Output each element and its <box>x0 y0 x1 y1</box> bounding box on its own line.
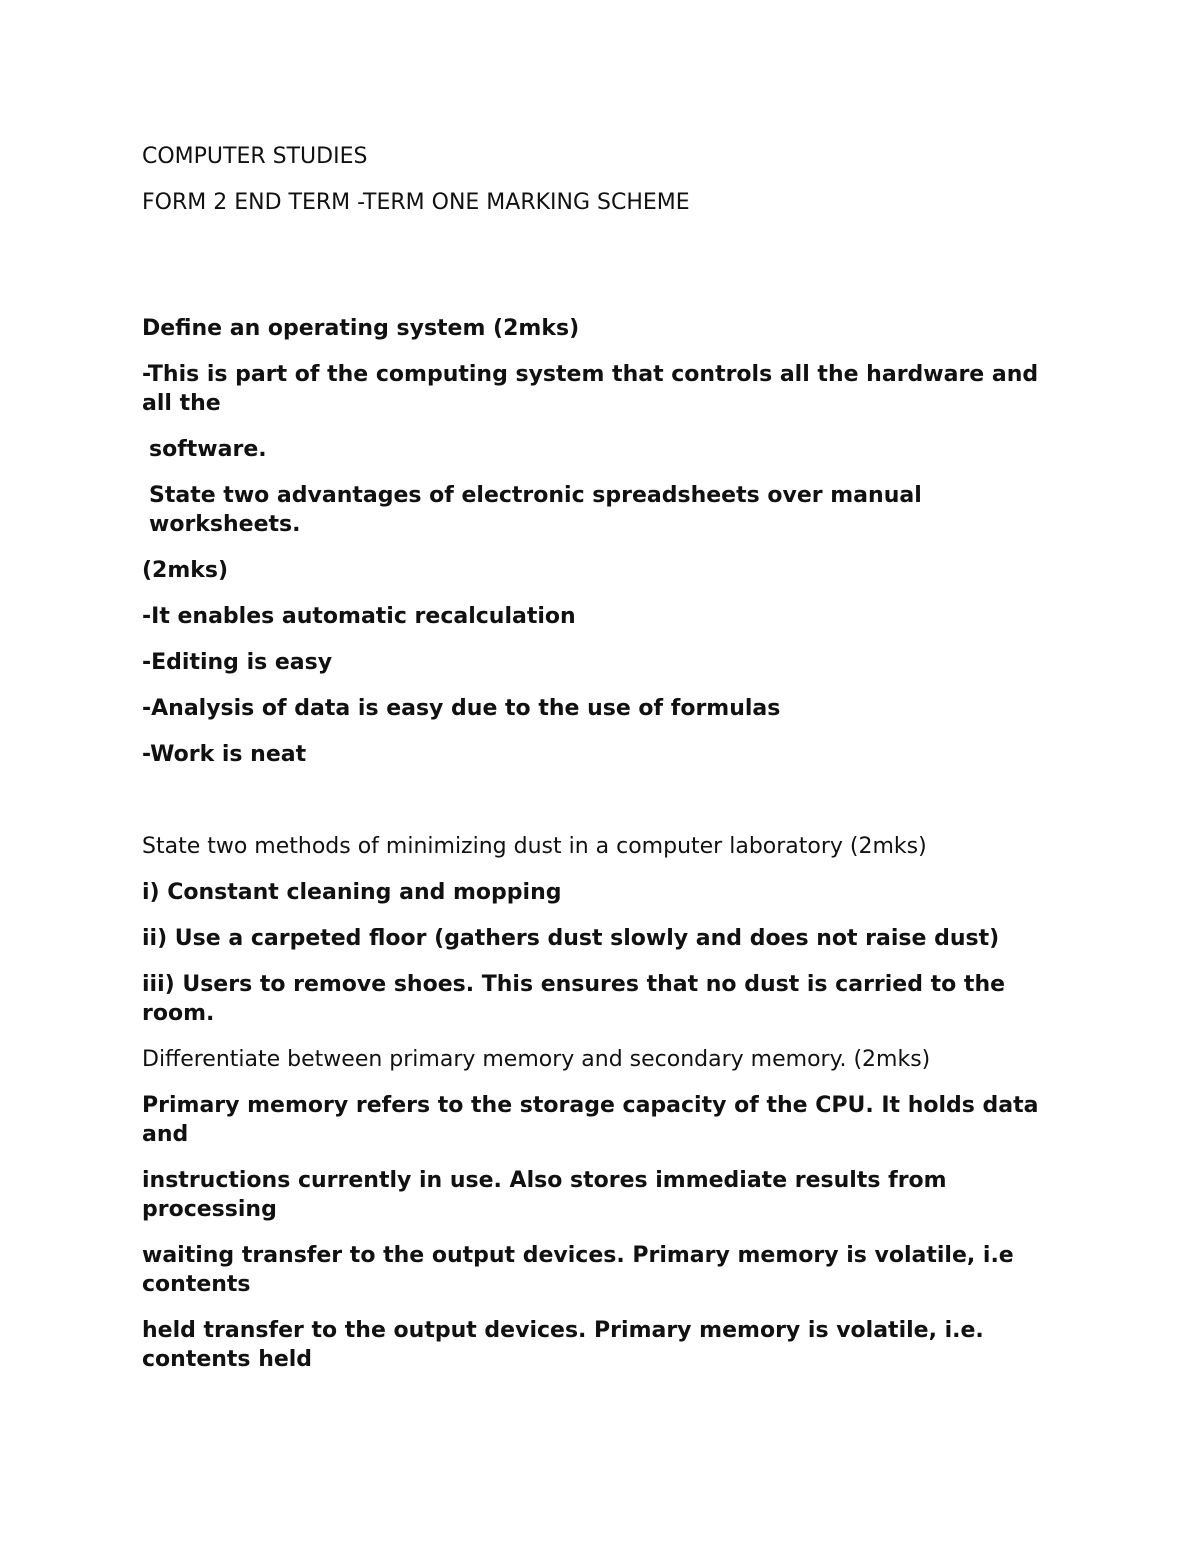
answer-3-item: iii) Users to remove shoes. This ensures that no dust is carried to the room. <box>142 972 1006 1026</box>
question-1: Define an operating system (2mks) <box>142 316 580 341</box>
answer-3-item: ii) Use a carpeted floor (gathers dust slowly and does not raise dust) <box>142 926 1000 951</box>
question-2-part-1: State two advantages of electronic spreadsheets over manual worksheets. <box>149 483 922 537</box>
question-3: State two methods of minimizing dust in a computer laboratory (2mks) <box>142 834 927 859</box>
answer-2-item: -Analysis of data is easy due to the use of formulas <box>142 696 781 721</box>
answer-3-item: i) Constant cleaning and mopping <box>142 880 562 905</box>
answer-1-part-2: software. <box>149 437 267 462</box>
answer-2-item: -It enables automatic recalculation <box>142 604 576 629</box>
document-subtitle: FORM 2 END TERM -TERM ONE MARKING SCHEME <box>142 190 690 215</box>
answer-2-item: -Work is neat <box>142 742 307 767</box>
document-body <box>142 142 1067 1391</box>
answer-2-item: -Editing is easy <box>142 650 333 675</box>
document-subject-title: COMPUTER STUDIES <box>142 144 368 169</box>
answer-4-line: instructions currently in use. Also stores immediate results from processing <box>142 1168 947 1222</box>
question-2-part-2: (2mks) <box>142 558 229 583</box>
answer-4-line: Primary memory refers to the storage capacity of the CPU. It holds data and <box>142 1093 1039 1147</box>
question-4: Differentiate between primary memory and secondary memory. (2mks) <box>142 1047 931 1072</box>
spacer <box>142 234 1067 314</box>
answer-4-line: waiting transfer to the output devices. Primary memory is volatile, i.e contents <box>142 1243 1014 1297</box>
spacer <box>142 786 1067 832</box>
answer-1-part-1: -This is part of the computing system that controls all the hardware and all the <box>142 362 1039 416</box>
answer-4-line: held transfer to the output devices. Primary memory is volatile, i.e. contents held <box>142 1318 984 1372</box>
